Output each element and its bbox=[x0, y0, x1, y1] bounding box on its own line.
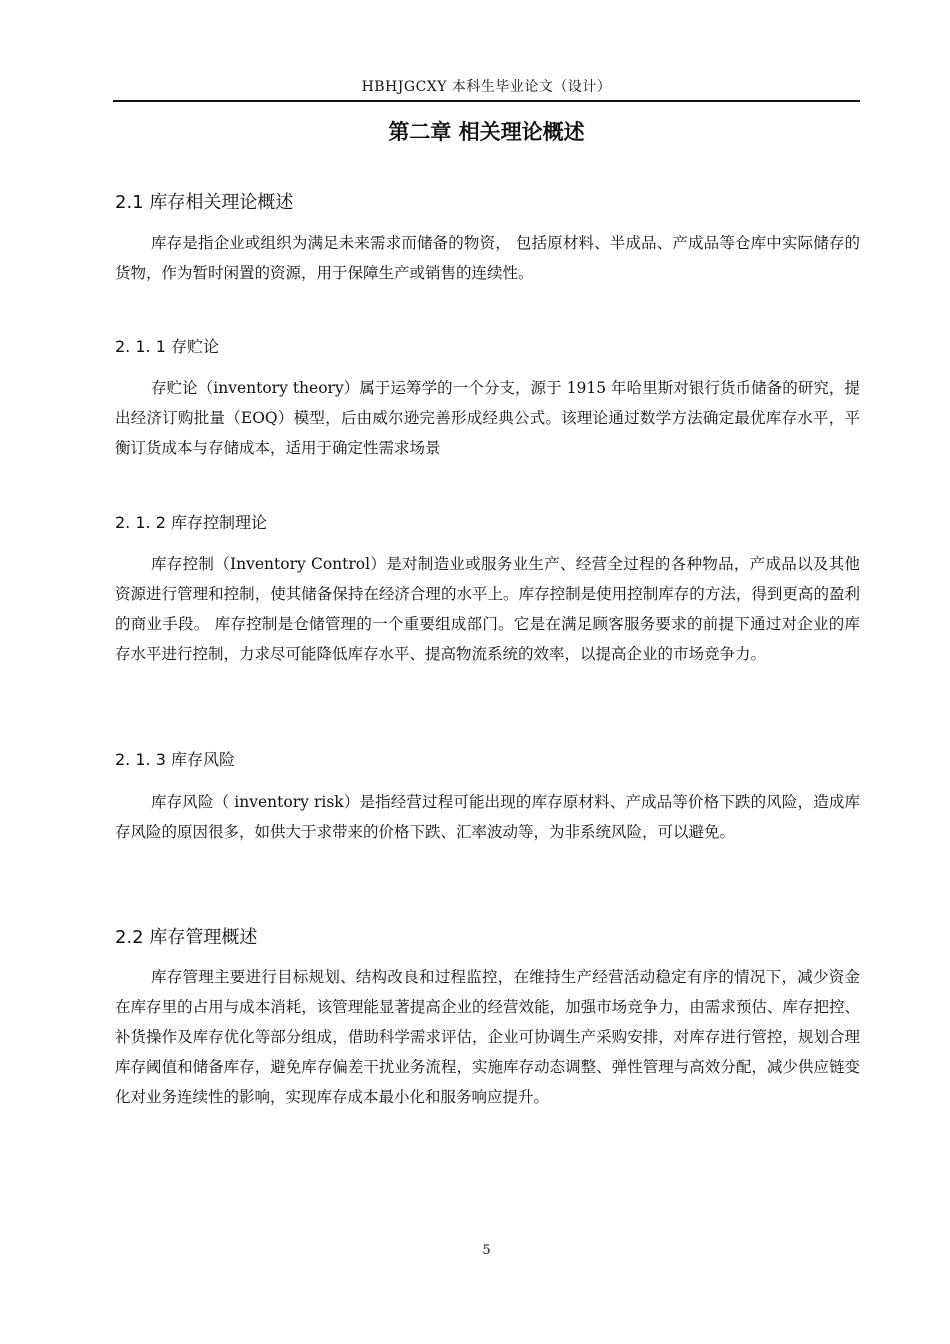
page-number: 5 bbox=[482, 1243, 491, 1258]
paragraph-2-1-3: 库存风险（ inventory risk）是指经营过程可能出现的库存原材料、产成品等价格下跌的风险，造成库存风险的原因很多，如供大于求带来的价格下跌、汇率波动等，为非系统风险，可以避免。 bbox=[115, 793, 860, 841]
section-heading-2-1: 2.1 库存相关理论概述 bbox=[115, 192, 294, 213]
section-heading-2-1-1: 2. 1. 1 存贮论 bbox=[115, 337, 219, 356]
paragraph-2-1: 库存是指企业或组织为满足未来需求而储备的物资， 包括原材料、半成品、产成品等仓库中实际储存的货物，作为暂时闲置的资源，用于保障生产或销售的连续性。 bbox=[115, 234, 860, 282]
section-heading-2-2: 2.2 库存管理概述 bbox=[115, 927, 258, 948]
section-heading-2-1-2: 2. 1. 2 库存控制理论 bbox=[115, 513, 267, 532]
paragraph-2-1-1: 存贮论（inventory theory）属于运筹学的一个分支，源于 1915 年哈里斯对银行货币储备的研究，提出经济订购批量（EOQ）模型，后由威尔逊完善形成经典公式。该理论通过数学方法确定最优库存水平，平衡订货成本与存储成本，适用于确定性需求场景 bbox=[115, 379, 860, 457]
header-rule bbox=[113, 100, 860, 102]
running-header: HBHJGCXY 本科生毕业论文（设计） bbox=[361, 79, 612, 95]
paragraph-2-1-2: 库存控制（Inventory Control）是对制造业或服务业生产、经营全过程的各种物品，产成品以及其他资源进行管理和控制，使其储备保持在经济合理的水平上。库存控制是使用控制库存的方法，得到更高的盈利的商业手段。 库存控制是仓储管理的一个重要组成部门。它是在满足顾客服务要求的前提下通过对企业的库存水平进行控制，力求尽可能降低库存水平、提高物流系统的效率，以提高企业的市场竞争力。 bbox=[115, 555, 860, 663]
section-heading-2-1-3: 2. 1. 3 库存风险 bbox=[115, 750, 235, 769]
chapter-title: 第二章 相关理论概述 bbox=[388, 120, 585, 144]
paragraph-2-2: 库存管理主要进行目标规划、结构改良和过程监控，在维持生产经营活动稳定有序的情况下，减少资金在库存里的占用与成本消耗，该管理能显著提高企业的经营效能，加强市场竞争力，由需求预估、库存把控、补货操作及库存优化等部分组成，借助科学需求评估，企业可协调生产采购安排，对库存进行管控，规划合理库存阈值和储备库存，避免库存偏差干扰业务流程，实施库存动态调整、弹性管理与高效分配，减少供应链变化对业务连续性的影响，实现库存成本最小化和服务响应提升。 bbox=[115, 968, 860, 1106]
